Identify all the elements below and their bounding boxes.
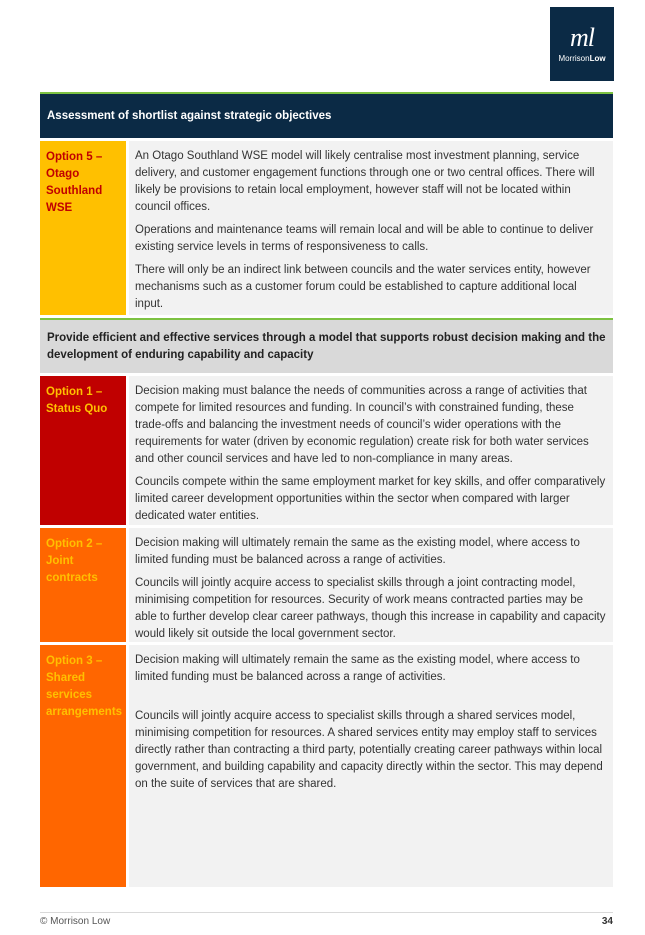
option2-paragraph-2: Councils will jointly acquire access to specialist skills through a joint contracting model, minimising competition for resources. Security of work means contracted parties may be able to further develop clear career pathways, though this increase in capability and capacity would likely sit outside the local government sector. — [135, 577, 606, 640]
footer-divider — [40, 912, 613, 913]
option5-paragraph-2: Operations and maintenance teams will remain local and will be able to continue to deliver existing service levels in terms of responsiveness to calls. — [135, 224, 594, 253]
option2-row — [40, 528, 613, 642]
option3-content — [129, 645, 613, 887]
option2-label: Option 2 – Joint contracts — [40, 528, 126, 642]
page-number: 34 — [601, 916, 613, 927]
morrison-low-logo — [550, 7, 614, 81]
table-header: Assessment of shortlist against strategic objectives — [40, 92, 613, 138]
logo-brand-regular: Morrison — [558, 53, 590, 63]
option1-content — [129, 376, 613, 525]
option3-paragraph-1: Decision making will ultimately remain the same as the existing model, where access to limited funding must be balanced across a range of activities. — [135, 654, 580, 683]
option3-paragraph-2: Councils will jointly acquire access to specialist skills through a shared services model, minimising competition for resources. A shared services entity may employ staff to services directly rather than contracting a third party, potentially creating career pathways within local government, and building capability and capacity directly within the sector. This may depend on the suite of services that are shared. — [135, 710, 603, 790]
footer-copyright: © Morrison Low — [40, 916, 111, 927]
option2-paragraph-1: Decision making will ultimately remain the same as the existing model, where access to limited funding must be balanced across a range of activities. — [135, 537, 580, 566]
logo-mark: ml — [570, 22, 594, 52]
option1-paragraph-1: Decision making must balance the needs of communities across a range of activities that compete for limited resources and funding. In council’s with constrained funding, these trade-offs and balancing the investment needs of council’s wider operations with the requirements for water (driven by economic regulation) create risk for both water services and other council services and have led to non-compliance in many areas. — [135, 385, 589, 465]
option1-paragraph-2: Councils compete within the same employment market for key skills, and offer comparatively limited career development opportunities within the sector when compared with larger dedicated water entities. — [135, 476, 606, 522]
logo-brand-bold: Low — [589, 53, 606, 63]
option3-label: Option 3 – Shared services arrangements — [40, 645, 126, 887]
option1-row — [40, 376, 613, 525]
option5-row — [40, 141, 613, 315]
option5-paragraph-1: An Otago Southland WSE model will likely centralise most investment planning, service delivery, and customer engagement functions through one or two central offices. There will likely be provisions to retain local employment, however staff will not be located within council offices. — [135, 150, 595, 213]
option5-content — [129, 141, 613, 315]
option5-label: Option 5 – Otago Southland WSE — [40, 141, 126, 315]
option5-paragraph-3: There will only be an indirect link between councils and the water services entity, however mechanisms such as a customer forum could be established to capture additional local input. — [135, 264, 591, 310]
assessment-table — [40, 92, 613, 887]
option3-row — [40, 645, 613, 887]
option2-content — [129, 528, 613, 642]
logo-wordmark — [558, 54, 605, 63]
option1-label: Option 1 – Status Quo — [40, 376, 126, 525]
section-heading: Provide efficient and effective services through a model that supports robust decision making and the development of enduring capability and capacity — [40, 318, 613, 373]
